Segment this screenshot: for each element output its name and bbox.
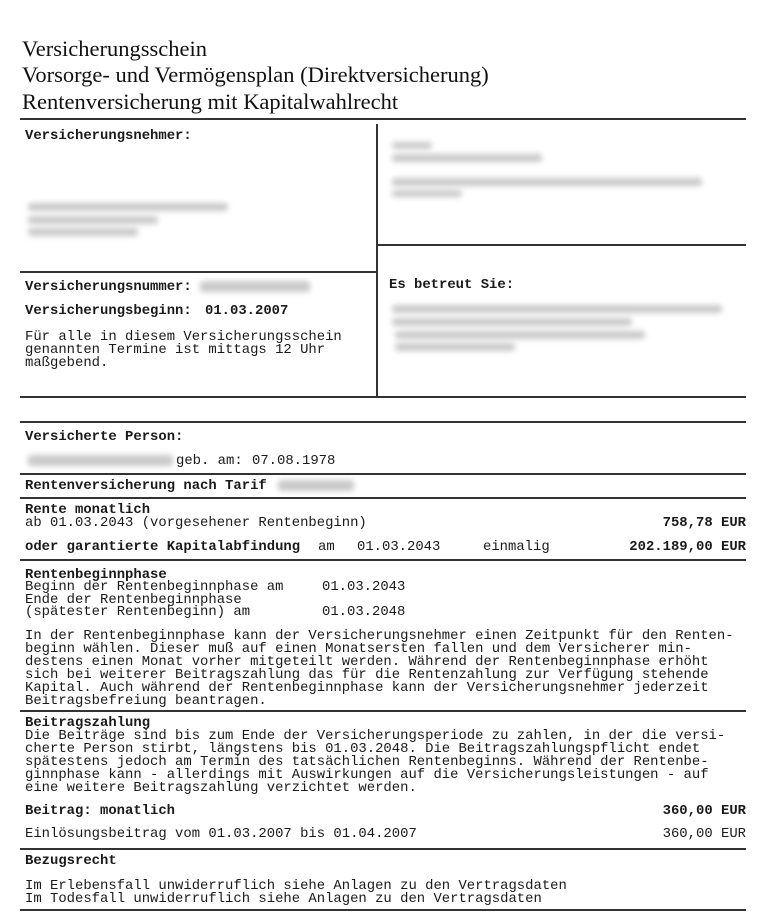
redacted-advisor bbox=[392, 305, 722, 313]
advisor-label: Es betreut Sie: bbox=[389, 277, 515, 293]
initial-contribution-label: Einlösungsbeitrag vom 01.03.2007 bis 01.04.2007 bbox=[25, 826, 417, 842]
phase-text: In der Rentenbeginnphase kann der Versicherungsnehmer einen Zeitpunkt für den Renten- beginn wählen. Dieser muß auf einen Monatsersten fallen und dem Versicherer min- destens einen Monat vorher mitgeteilt werden. Während der Rentenbeginnphase erhöht sich bei weiterer Beitragszahlung das für die Rentenzahlung zur Verfügung stehende Kapital. Auch während der Rentenbeginnphase kann der Versicherungsnehmer jederzeit Beitragsbefreiung beantragen. bbox=[25, 628, 734, 709]
deadline-note: Für alle in diesem Versicherungsschein genannten Termine ist mittags 12 Uhr maßgebend. bbox=[25, 329, 342, 371]
phase-end-date: 01.03.2048 bbox=[322, 604, 406, 620]
rule bbox=[20, 909, 746, 911]
beneficiary-survival: Im Erlebensfall unwiderruflich siehe Anlagen zu den Vertragsdaten bbox=[25, 878, 567, 894]
column-divider bbox=[376, 124, 378, 397]
rule bbox=[20, 473, 746, 475]
lump-sum-am: am bbox=[318, 539, 335, 555]
phase-begin-label: Beginn der Rentenbeginnphase am bbox=[25, 579, 284, 595]
beneficiary-death: Im Todesfall unwiderruflich siehe Anlagen zu den Vertragsdaten bbox=[25, 891, 542, 907]
rule bbox=[377, 244, 746, 246]
policyholder-label: Versicherungsnehmer: bbox=[25, 128, 192, 144]
lump-sum-date: 01.03.2043 bbox=[357, 539, 441, 555]
lump-sum-label: oder garantierte Kapitalabfindung bbox=[25, 539, 301, 555]
phase-heading: Rentenbeginnphase bbox=[25, 567, 167, 583]
redacted-name bbox=[28, 455, 173, 466]
redacted-address bbox=[28, 216, 158, 224]
birth-date: 07.08.1978 bbox=[252, 453, 336, 469]
redacted-policy-number bbox=[200, 281, 310, 292]
contribution-heading: Beitragszahlung bbox=[25, 715, 151, 731]
monthly-contribution-amount: 360,00 EUR bbox=[662, 803, 746, 819]
rule bbox=[20, 421, 746, 423]
redacted-advisor bbox=[395, 331, 645, 339]
redacted-advisor bbox=[395, 343, 515, 351]
redacted-insurer bbox=[392, 190, 462, 197]
rule bbox=[20, 710, 746, 712]
rule bbox=[20, 271, 377, 273]
insured-person-label: Versicherte Person: bbox=[25, 429, 184, 445]
redacted-insurer bbox=[392, 178, 702, 186]
contribution-text: Die Beiträge sind bis zum Ende der Versicherungsperiode zu zahlen, in der die versi- cherte Person stirbt, längstens bis 01.03.2048. Die Beitragszahlungspflicht endet spätestens jedoch am Termin des tatsächlichen Rentenbeginns. Während der Rentenbe- ginnphase kann - allerdings mit Auswirkungen auf die Versicherungsleistungen - auf eine weitere Beitragszahlung verzichtet werden. bbox=[25, 728, 726, 796]
title-line-2: Vorsorge- und Vermögensplan (Direktversicherung) bbox=[22, 62, 489, 87]
birth-date-label: geb. am: bbox=[176, 453, 243, 469]
pension-heading: Rente monatlich bbox=[25, 502, 151, 518]
redacted-advisor bbox=[392, 318, 632, 326]
rule bbox=[20, 848, 746, 850]
rule bbox=[20, 497, 746, 499]
title-line-1: Versicherungsschein bbox=[22, 36, 207, 61]
tariff-label: Rentenversicherung nach Tarif bbox=[25, 478, 267, 494]
policy-start-label: Versicherungsbeginn: bbox=[25, 303, 192, 319]
phase-end-label-2: (spätester Rentenbeginn) am bbox=[25, 604, 251, 620]
redacted-insurer bbox=[392, 142, 432, 149]
monthly-contribution-label: Beitrag: bbox=[25, 803, 92, 819]
lump-sum-amount: 202.189,00 EUR bbox=[629, 539, 746, 555]
rule bbox=[20, 396, 746, 398]
policy-start-value: 01.03.2007 bbox=[205, 303, 289, 319]
phase-end-label: Ende der Rentenbeginnphase bbox=[25, 592, 242, 608]
monthly-contribution-mode: monatlich bbox=[100, 803, 176, 819]
redacted-insurer bbox=[392, 154, 542, 162]
title-line-3: Rentenversicherung mit Kapitalwahlrecht bbox=[22, 89, 399, 114]
lump-sum-mode: einmalig bbox=[483, 539, 550, 555]
phase-begin-date: 01.03.2043 bbox=[322, 579, 406, 595]
policy-number-label: Versicherungsnummer: bbox=[25, 279, 192, 295]
initial-contribution-amount: 360,00 EUR bbox=[662, 826, 746, 842]
redacted-address bbox=[28, 228, 138, 236]
beneficiary-heading: Bezugsrecht bbox=[25, 853, 117, 869]
pension-start: ab 01.03.2043 (vorgesehener Rentenbeginn) bbox=[25, 515, 367, 531]
rule bbox=[20, 118, 746, 120]
pension-amount: 758,78 EUR bbox=[662, 515, 746, 531]
redacted-tariff bbox=[278, 480, 354, 491]
redacted-address bbox=[28, 203, 228, 211]
rule bbox=[20, 559, 746, 561]
